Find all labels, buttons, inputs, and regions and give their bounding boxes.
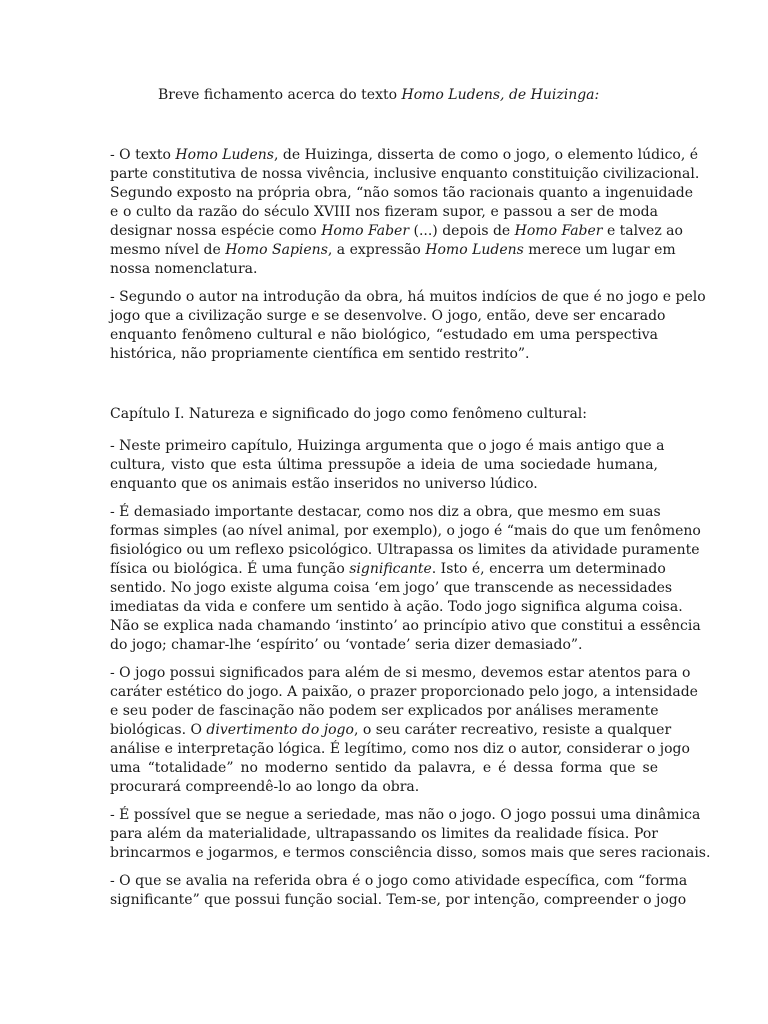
paragraph xyxy=(110,146,700,279)
text-line: designar nossa espécie como Homo Faber (...) depois de Homo Faber e talvez ao xyxy=(110,223,683,239)
paragraph xyxy=(110,288,706,364)
text-line: - Segundo o autor na introdução da obra, há muitos indícios de que é no jogo e pelo xyxy=(110,289,706,305)
text-line: do jogo; chamar-lhe ‘espírito’ ou ‘vontade’ seria dizer demasiado”. xyxy=(110,637,583,653)
text-line: e seu poder de fascinação não podem ser explicados por análises meramente xyxy=(110,703,659,719)
text-line: enquanto que os animais estão inseridos no universo lúdico. xyxy=(110,476,538,492)
text-line: nossa nomenclatura. xyxy=(110,261,258,277)
text-line: procurará compreendê-lo ao longo da obra. xyxy=(110,779,420,795)
chapter-heading: Capítulo I. Natureza e significado do jogo como fenômeno cultural: xyxy=(110,406,587,422)
text-line: parte constitutiva de nossa vivência, inclusive enquanto constituição civilizacional. xyxy=(110,166,700,182)
text-line: Segundo exposto na própria obra, “não somos tão racionais quanto a ingenuidade xyxy=(110,185,694,201)
text-line: - Neste primeiro capítulo, Huizinga argumenta que o jogo é mais antigo que a xyxy=(110,438,665,454)
text-line: sentido. No jogo existe alguma coisa ‘em jogo’ que transcende as necessidades xyxy=(110,580,673,596)
italic-term: Homo Faber xyxy=(514,223,603,239)
paragraph xyxy=(110,806,711,863)
italic-term: significante xyxy=(349,561,432,577)
italic-term: divertimento do jogo xyxy=(206,722,354,738)
text-line: biológicas. O divertimento do jogo, o seu caráter recreativo, resiste a qualquer xyxy=(110,722,672,738)
text-line: - O que se avalia na referida obra é o jogo como atividade específica, com “forma xyxy=(110,873,688,889)
italic-term: Homo Faber xyxy=(321,223,410,239)
text-line: e o culto da razão do século XVIII nos fizeram supor, e passou a ser de moda xyxy=(110,204,658,220)
intro-section xyxy=(110,146,706,364)
text-line: cultura, visto que esta última pressupõe a ideia de uma sociedade humana, xyxy=(110,457,658,473)
text-line: mesmo nível de Homo Sapiens, a expressão Homo Ludens merece um lugar em xyxy=(110,242,676,258)
text-line: jogo que a civilização surge e se desenvolve. O jogo, então, deve ser encarado xyxy=(110,308,666,324)
text-line: - É possível que se negue a seriedade, mas não o jogo. O jogo possui uma dinâmica xyxy=(110,807,701,823)
text-line: análise e interpretação lógica. É legítimo, como nos diz o autor, considerar o jogo xyxy=(110,741,690,757)
document-title-italic: Homo Ludens, de Huizinga: xyxy=(401,87,600,103)
text-line: para além da materialidade, ultrapassando os limites da realidade física. Por xyxy=(110,826,658,842)
paragraph xyxy=(110,664,698,797)
text-line: caráter estético do jogo. A paixão, o prazer proporcionado pelo jogo, a intensidade xyxy=(110,684,698,700)
text-line: imediatas da vida e confere um sentido à ação. Todo jogo significa alguma coisa. xyxy=(110,599,683,615)
paragraph xyxy=(110,872,688,910)
italic-term: Homo Ludens xyxy=(175,147,274,163)
text-line: - O texto Homo Ludens, de Huizinga, disserta de como o jogo, o elemento lúdico, é xyxy=(110,147,699,163)
paragraph xyxy=(110,437,665,494)
text-line: histórica, não propriamente científica em sentido restrito”. xyxy=(110,346,530,362)
text-line: significante” que possui função social. Tem-se, por intenção, compreender o jogo xyxy=(110,892,687,908)
text-line: uma “totalidade” no moderno sentido da palavra, e é dessa forma que se xyxy=(110,760,658,776)
text-line: formas simples (ao nível animal, por exemplo), o jogo é “mais do que um fenômeno xyxy=(110,523,701,539)
paragraph xyxy=(110,503,701,655)
document-title xyxy=(158,86,718,105)
text-line: - É demasiado importante destacar, como nos diz a obra, que mesmo em suas xyxy=(110,504,661,520)
chapter-section xyxy=(110,437,711,910)
italic-term: Homo Sapiens xyxy=(225,242,328,258)
text-line: brincarmos e jogarmos, e termos consciência disso, somos mais que seres racionais. xyxy=(110,845,711,861)
text-line: enquanto fenômeno cultural e não biológico, “estudado em uma perspectiva xyxy=(110,327,658,343)
italic-term: Homo Ludens xyxy=(425,242,524,258)
text-line: física ou biológica. É uma função significante. Isto é, encerra um determinado xyxy=(110,561,666,577)
document-title-text: Breve fichamento acerca do texto xyxy=(158,87,402,103)
text-line: - O jogo possui significados para além de si mesmo, devemos estar atentos para o xyxy=(110,665,691,681)
text-line: fisiológico ou um reflexo psicológico. Ultrapassa os limites da atividade puramente xyxy=(110,542,700,558)
text-line: Não se explica nada chamando ‘instinto’ ao princípio ativo que constitui a essência xyxy=(110,618,701,634)
